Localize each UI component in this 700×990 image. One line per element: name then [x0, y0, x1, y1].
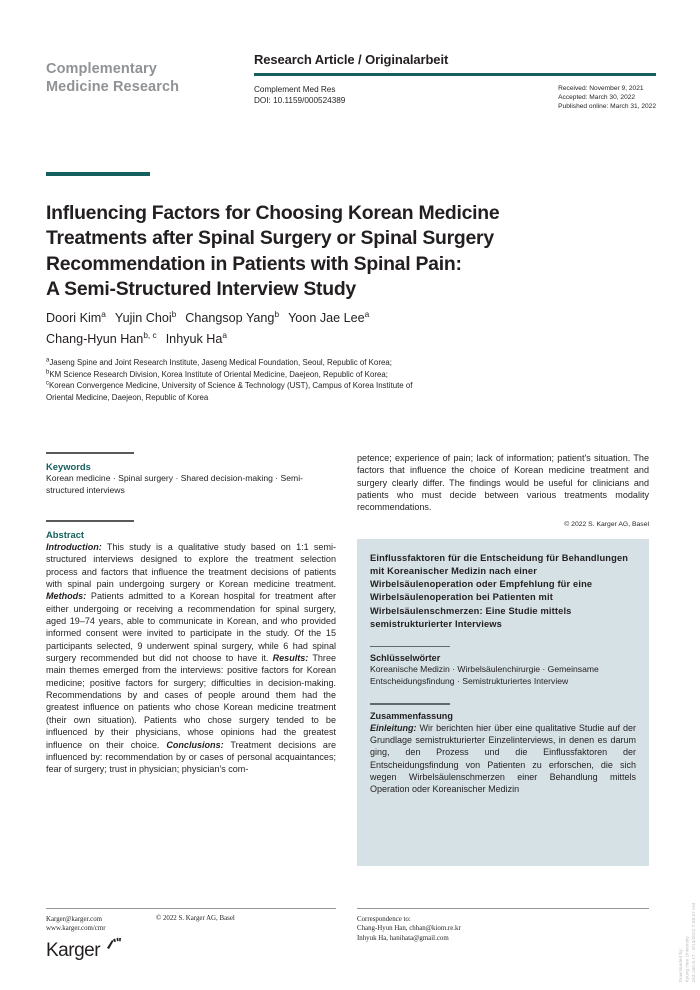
masthead-right [254, 52, 656, 118]
abstract-section [46, 520, 336, 775]
author-line-1 [46, 308, 606, 329]
keywords-section [46, 452, 336, 496]
keywords-body: Korean medicine · Spinal surgery · Shared decision-making · Semi-structured interviews [46, 472, 303, 495]
karger-logo-text: Karger [46, 940, 101, 961]
author-name: Doori Kim [46, 311, 102, 325]
publication-dates [558, 84, 656, 112]
german-keywords-heading: Schlüsselwörter [370, 653, 441, 664]
affiliation-text: Korean Convergence Medicine, University of Science & Technology (UST), Campus of Korea Institute of [49, 381, 413, 391]
accepted-date: Accepted: March 30, 2022 [558, 94, 636, 102]
author-name: Yoon Jae Lee [288, 311, 365, 325]
german-summary-heading: Zusammenfassung [370, 710, 453, 721]
abstract-methods-text: Patients admitted to a Korean hospital for treatment after either undergoing or receiving a recommendation for spinal surgery, aged 19–74 years, able to communicate in Korean, and who provided informed consent were invited to participate in the study. Of the 15 participants selected, 9 underwent spinal surgery, while 6 had spinal surgery recommended but did not choose to have it. [46, 591, 336, 664]
watermark-line-3: 163.180.9.17 - 9/13/2022 7:08:57 AM [690, 902, 696, 982]
received-date: Received: November 9, 2021 [558, 85, 644, 92]
watermark-line-1: Downloaded by: [677, 947, 683, 982]
abstract-results-label: Results: [272, 653, 309, 664]
author-name: Inhyuk Ha [165, 332, 223, 346]
correspondence-heading: Correspondence to: [357, 916, 411, 923]
journal-short-title: Complement Med Res [254, 85, 336, 94]
author-name: Chang-Hyun Han [46, 332, 144, 346]
correspondence-author-1[interactable]: Chang-Hyun Han, chhan@kiom.re.kr [357, 925, 461, 933]
author-affil-marker: b, c [143, 329, 157, 340]
affiliation-marker: c [46, 380, 49, 387]
watermark-line-2: Kyung Hee University [684, 935, 690, 982]
abstract-conclusions-label: Conclusions: [166, 739, 224, 750]
affiliation-item [46, 357, 516, 369]
abstract-copyright: © 2022 S. Karger AG, Basel [564, 520, 649, 528]
author-affil-marker: b [274, 308, 280, 319]
publisher-website[interactable]: www.karger.com/cmr [46, 925, 106, 933]
journal-logo-line2: Medicine Research [46, 79, 180, 95]
correspondence-author-2[interactable]: Inhyuk Ha, hanihata@gmail.com [357, 934, 449, 942]
abstract-conclusions-text: Treatment decisions are influenced by: recommendation by or cases of personal acquaintances; fear of surgery; trust in physician; physician's com- [46, 739, 336, 775]
footer-left [46, 915, 346, 933]
abstract-methods-label: Methods: [46, 591, 87, 602]
publisher-email[interactable]: Karger@karger.com [46, 916, 103, 923]
affiliation-marker: b [46, 368, 50, 375]
journal-logo [46, 60, 246, 96]
title-line-1: Influencing Factors for Choosing Korean Medicine [46, 201, 500, 224]
title-line-2: Treatments after Spinal Surgery or Spinal Surgery [46, 227, 494, 250]
german-summary-body [370, 722, 636, 796]
german-summary-text: Wir berichten hier über eine qualitative Studie auf der Grundlage semistrukturierter Einzelinterviews, in denen es darum ging, den Prozess und die Einflussfaktoren der Entscheidungsfindung von Patienten zu erforschen, die sich wegen Wirbelsäulenschmerzen einer Behandlung mittels Operation oder Koreanischer Medizin [370, 722, 636, 795]
abstract-body [46, 541, 336, 776]
title-line-4: A Semi-Structured Interview Study [46, 278, 356, 301]
footer-divider-left [46, 908, 336, 909]
keywords-heading: Keywords [46, 460, 91, 472]
author-name: Changsop Yang [185, 311, 275, 325]
abstract-continuation: petence; experience of pain; lack of information; patient's situation. The factors that influence the choice of Korean medicine treatment and surgery clearly differ. The findings would be useful for clinicians and patients who must decide between various treatments modality recommendations. [357, 453, 649, 513]
affiliation-item [46, 392, 516, 404]
german-summary-divider [370, 703, 450, 705]
footer-divider-right [357, 908, 649, 909]
affiliation-text: KM Science Research Division, Korea Institute of Oriental Medicine, Daejeon, Republic of Korea; [49, 369, 388, 379]
footer-right [357, 915, 649, 943]
german-summary-lead: Einleitung: [370, 722, 417, 733]
author-affil-marker: b [171, 308, 177, 319]
abstract-heading: Abstract [46, 529, 85, 540]
title-divider [46, 172, 150, 176]
journal-citation [254, 84, 345, 106]
author-affil-marker: a [364, 308, 370, 319]
doi-text: DOI: 10.1159/000524389 [254, 96, 346, 105]
abstract-intro-text: This study is a qualitative study based on 1:1 semi-structured interviews designed to explore the treatment selection process and factors that influence the treatment decisions of patients with spinal pain undergoing surgery or Korean medicine treatment. [46, 542, 336, 590]
affiliation-item [46, 369, 516, 381]
journal-logo-line1: Complementary [46, 61, 157, 77]
author-affil-marker: a [222, 329, 228, 340]
download-watermark [678, 903, 697, 982]
footer-copyright: © 2022 S. Karger AG, Basel [156, 915, 235, 922]
author-affil-marker: a [101, 308, 106, 319]
published-date: Published online: March 31, 2022 [558, 103, 656, 111]
keywords-divider [46, 452, 134, 454]
karger-leaf-icon [104, 934, 126, 954]
affiliation-text: Oriental Medicine, Daejeon, Republic of Korea [46, 392, 209, 402]
article-type-label: Research Article / Originalarbeit [254, 52, 449, 67]
title-line-3: Recommendation in Patients with Spinal Pain: [46, 252, 462, 275]
right-column [357, 452, 649, 866]
german-title: Einflussfaktoren für die Entscheidung für Behandlungen mit Koreanischer Medizin nach einer Wirbelsäulenoperation oder Empfehlung für eine Wirbelsäulenoperation bei Patienten mit Wirbelsäulenschmerzen: Eine Studie mittels semistrukturierter Interviews [370, 552, 629, 629]
publication-info [254, 84, 656, 118]
german-keywords-divider [370, 646, 450, 648]
page-title [46, 201, 636, 303]
affiliation-item [46, 380, 516, 392]
german-keywords-body: Koreanische Medizin · Wirbelsäulenchirurgie · Gemeinsame Entscheidungsfindung · Semistrukturiertes Interview [370, 664, 599, 687]
left-column [46, 452, 336, 776]
masthead-rule [254, 73, 656, 76]
abstract-intro-label: Introduction: [46, 542, 102, 552]
author-name: Yujin Choi [114, 311, 172, 325]
abstract-divider [46, 520, 134, 522]
affiliation-list [46, 357, 516, 403]
author-line-2 [46, 329, 606, 350]
abstract-results-text: Three main themes emerged from the interviews: positive factors for Korean medicine; positive factors for surgery; difficulties in decision-making. Recommendations by and cases of people around them had the greatest influence on patients who chose Korean medicine treatment (their own situation). Patients who chose surgery tended to be influenced by their physicians, whose opinions had the greatest influence on their choice. [46, 653, 337, 750]
masthead [46, 52, 656, 132]
affiliation-marker: a [46, 357, 50, 364]
affiliation-text: Jaseng Spine and Joint Research Institute, Jaseng Medical Foundation, Seoul, Republic of Korea; [49, 358, 392, 367]
author-list [46, 308, 606, 350]
german-summary-box [357, 539, 649, 866]
